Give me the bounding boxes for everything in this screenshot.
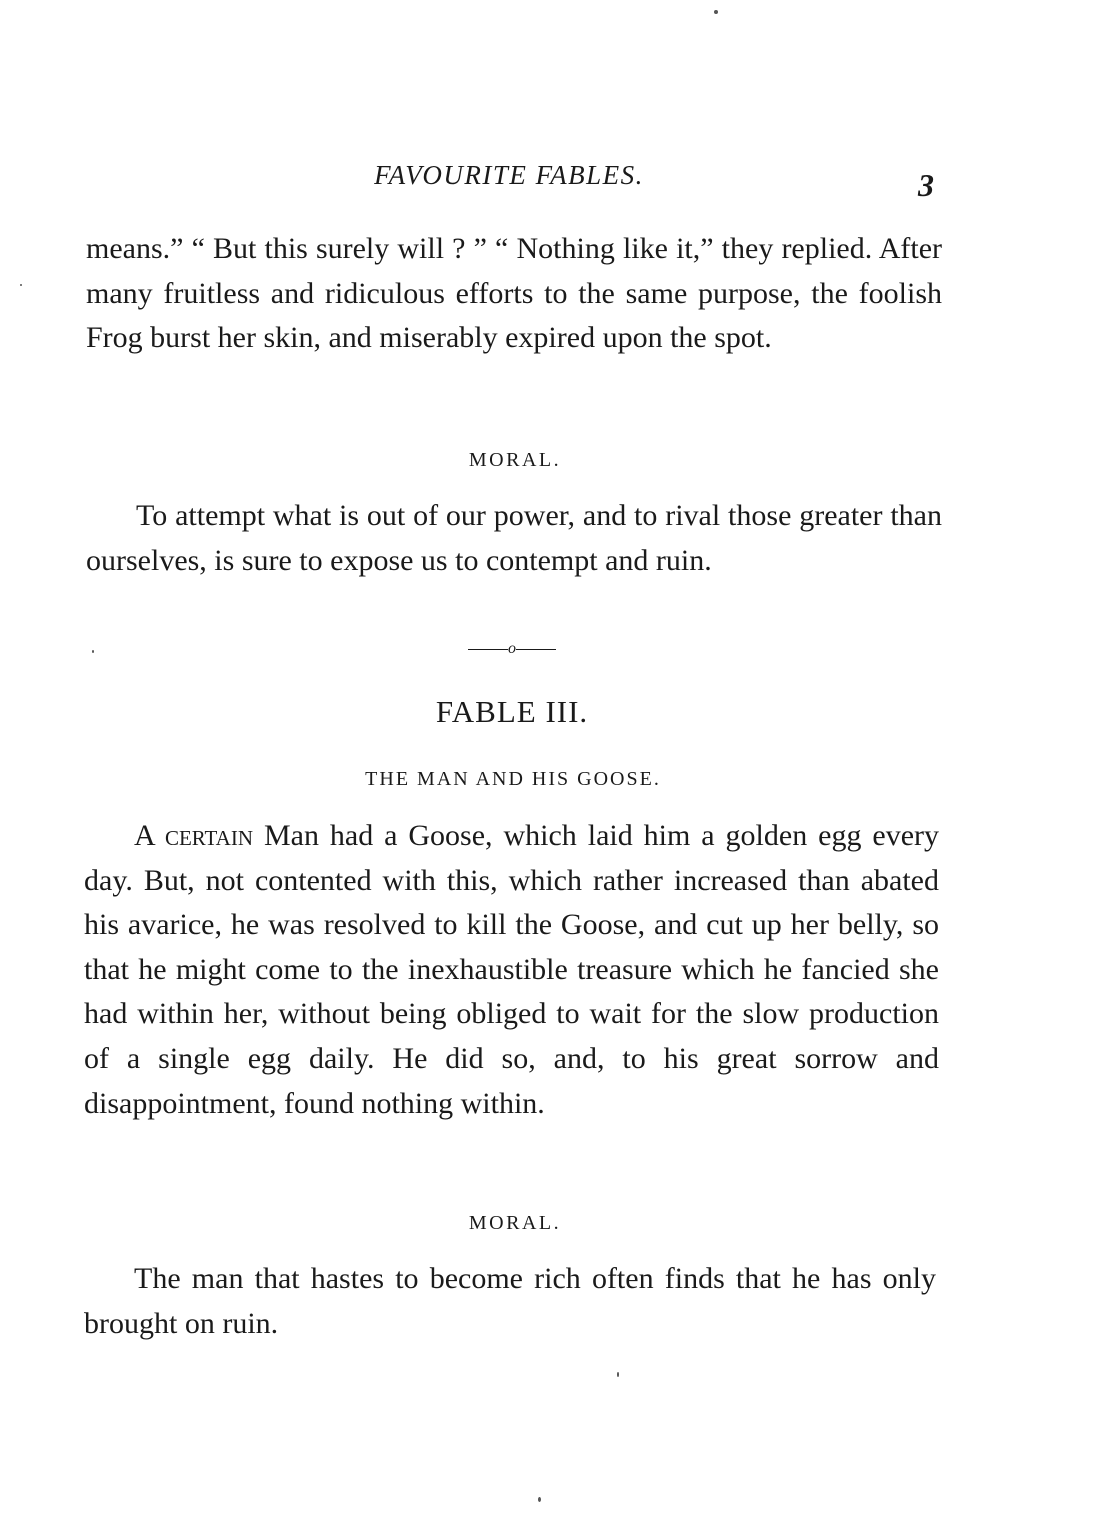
fable-subtitle: THE MAN AND HIS GOOSE. bbox=[365, 768, 661, 790]
section-divider bbox=[0, 640, 1024, 658]
moral-heading: MORAL. bbox=[468, 1212, 562, 1234]
continuation-paragraph: means.” “ But this surely will ? ” “ Nothing like it,” they replied. After many fruitless and ridiculous efforts to the same purpose, the foolish Frog burst her skin, and miserably expired upon the spot. bbox=[86, 232, 942, 355]
moral-heading: MORAL. bbox=[468, 449, 562, 471]
fable-body-text: Man had a Goose, which laid him a golden egg every day. But, not contented with this, which rather increased than abated his avarice, he was resolved to kill the Goose, and cut up her belly, so that he might come to the inexhaustible treasure which he fancied she had within her, without being obliged to wait for the slow production of a single egg daily. He did so, and, to his great sorrow and disappointment, found nothing within. bbox=[84, 819, 940, 1120]
paper-speck bbox=[92, 650, 94, 653]
fable-opening-word: A certain bbox=[134, 819, 254, 852]
divider-glyph: o bbox=[508, 640, 516, 657]
paper-speck bbox=[538, 1497, 541, 1502]
paper-speck bbox=[714, 10, 718, 14]
divider-rule-right bbox=[516, 649, 556, 650]
divider-rule-left bbox=[468, 649, 508, 650]
fable-body bbox=[84, 814, 939, 1126]
paper-speck bbox=[617, 1372, 619, 1377]
moral-text: To attempt what is out of our power, and to rival those greater than ourselves, is sure to expose us to contempt and ruin. bbox=[86, 499, 942, 577]
paper-speck bbox=[20, 284, 22, 286]
page-number: 3 bbox=[918, 167, 934, 203]
fable-title: FABLE III. bbox=[435, 694, 589, 729]
moral-text: The man that hastes to become rich often finds that he has only brought on ruin. bbox=[84, 1262, 936, 1340]
running-title: FAVOURITE FABLES. bbox=[374, 160, 644, 190]
